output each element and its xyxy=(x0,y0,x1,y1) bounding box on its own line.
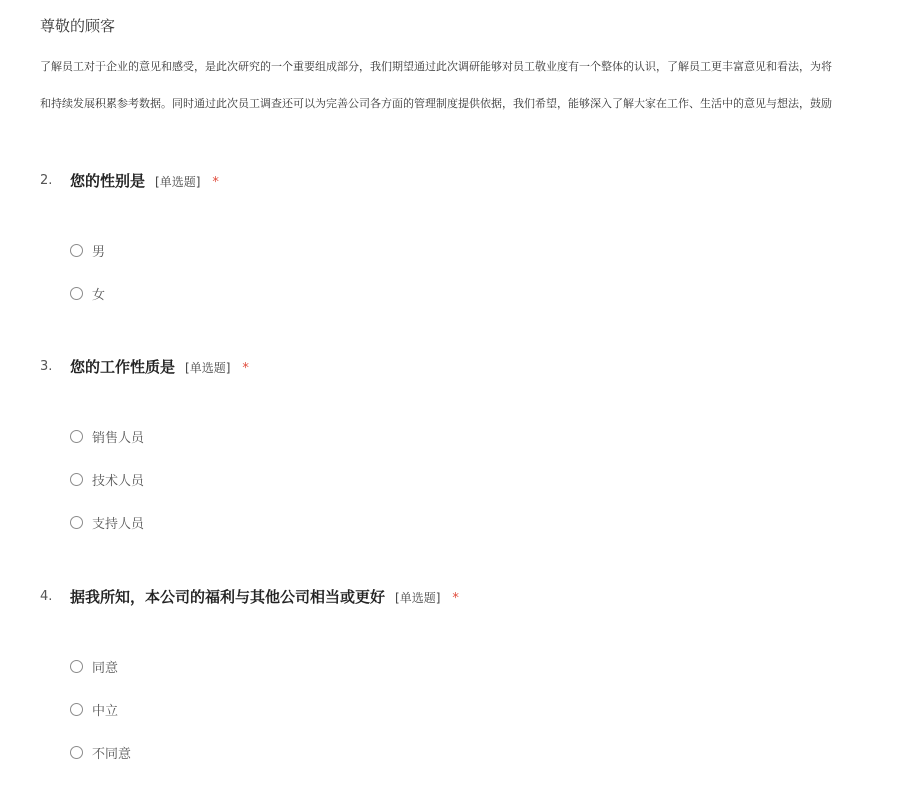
option-agree[interactable] xyxy=(70,656,118,676)
question-header xyxy=(40,586,900,610)
option-label[interactable]: 男 xyxy=(92,244,106,260)
intro-text-line-1: 了解员工对于企业的意见和感受，是此次研究的一个重要组成部分，我们期望通过此次调研能够对员工敬业度有一个整体的认识，了解员工更丰富意见和看法，为将 xyxy=(40,60,832,73)
radio-button[interactable] xyxy=(70,516,83,529)
option-label[interactable]: 女 xyxy=(92,287,106,303)
option-neutral[interactable] xyxy=(70,699,118,719)
question-title xyxy=(70,170,219,191)
question-gender xyxy=(40,170,900,303)
question-header xyxy=(40,170,900,194)
required-marker: * xyxy=(452,591,459,606)
option-sales[interactable] xyxy=(70,426,144,446)
radio-button[interactable] xyxy=(70,660,83,673)
question-header xyxy=(40,356,900,380)
question-title xyxy=(70,586,459,607)
radio-button[interactable] xyxy=(70,473,83,486)
question-number: 3. xyxy=(40,359,53,374)
option-label[interactable]: 销售人员 xyxy=(92,430,145,446)
option-male[interactable] xyxy=(70,240,105,260)
question-type-label: [单选题] xyxy=(155,175,201,189)
question-title-text: 您的工作性质是 xyxy=(70,358,176,376)
question-number: 4. xyxy=(40,589,53,604)
option-support[interactable] xyxy=(70,512,144,532)
option-disagree[interactable] xyxy=(70,742,131,762)
option-label[interactable]: 技术人员 xyxy=(92,473,145,489)
question-title-text: 您的性别是 xyxy=(70,172,146,190)
required-marker: * xyxy=(212,175,219,190)
question-title-text: 据我所知，本公司的福利与其他公司相当或更好 xyxy=(70,588,386,606)
radio-button[interactable] xyxy=(70,703,83,716)
question-benefits xyxy=(40,586,900,762)
survey-greeting: 尊敬的顾客 xyxy=(40,17,116,35)
required-marker: * xyxy=(242,361,249,376)
option-female[interactable] xyxy=(70,283,105,303)
question-number: 2. xyxy=(40,173,53,188)
intro-text-line-2: 和持续发展积累参考数据。同时通过此次员工调查还可以为完善公司各方面的管理制度提供依据，我们希望，能够深入了解大家在工作、生活中的意见与想法，鼓励 xyxy=(40,97,832,110)
question-title xyxy=(70,356,249,377)
option-label[interactable]: 不同意 xyxy=(92,746,132,762)
radio-button[interactable] xyxy=(70,244,83,257)
radio-button[interactable] xyxy=(70,746,83,759)
option-label[interactable]: 中立 xyxy=(92,703,119,719)
option-label[interactable]: 支持人员 xyxy=(92,516,145,532)
radio-button[interactable] xyxy=(70,430,83,443)
question-type-label: [单选题] xyxy=(185,361,231,375)
option-technical[interactable] xyxy=(70,469,144,489)
question-work-type xyxy=(40,356,900,532)
option-label[interactable]: 同意 xyxy=(92,660,119,676)
radio-button[interactable] xyxy=(70,287,83,300)
question-type-label: [单选题] xyxy=(395,591,441,605)
